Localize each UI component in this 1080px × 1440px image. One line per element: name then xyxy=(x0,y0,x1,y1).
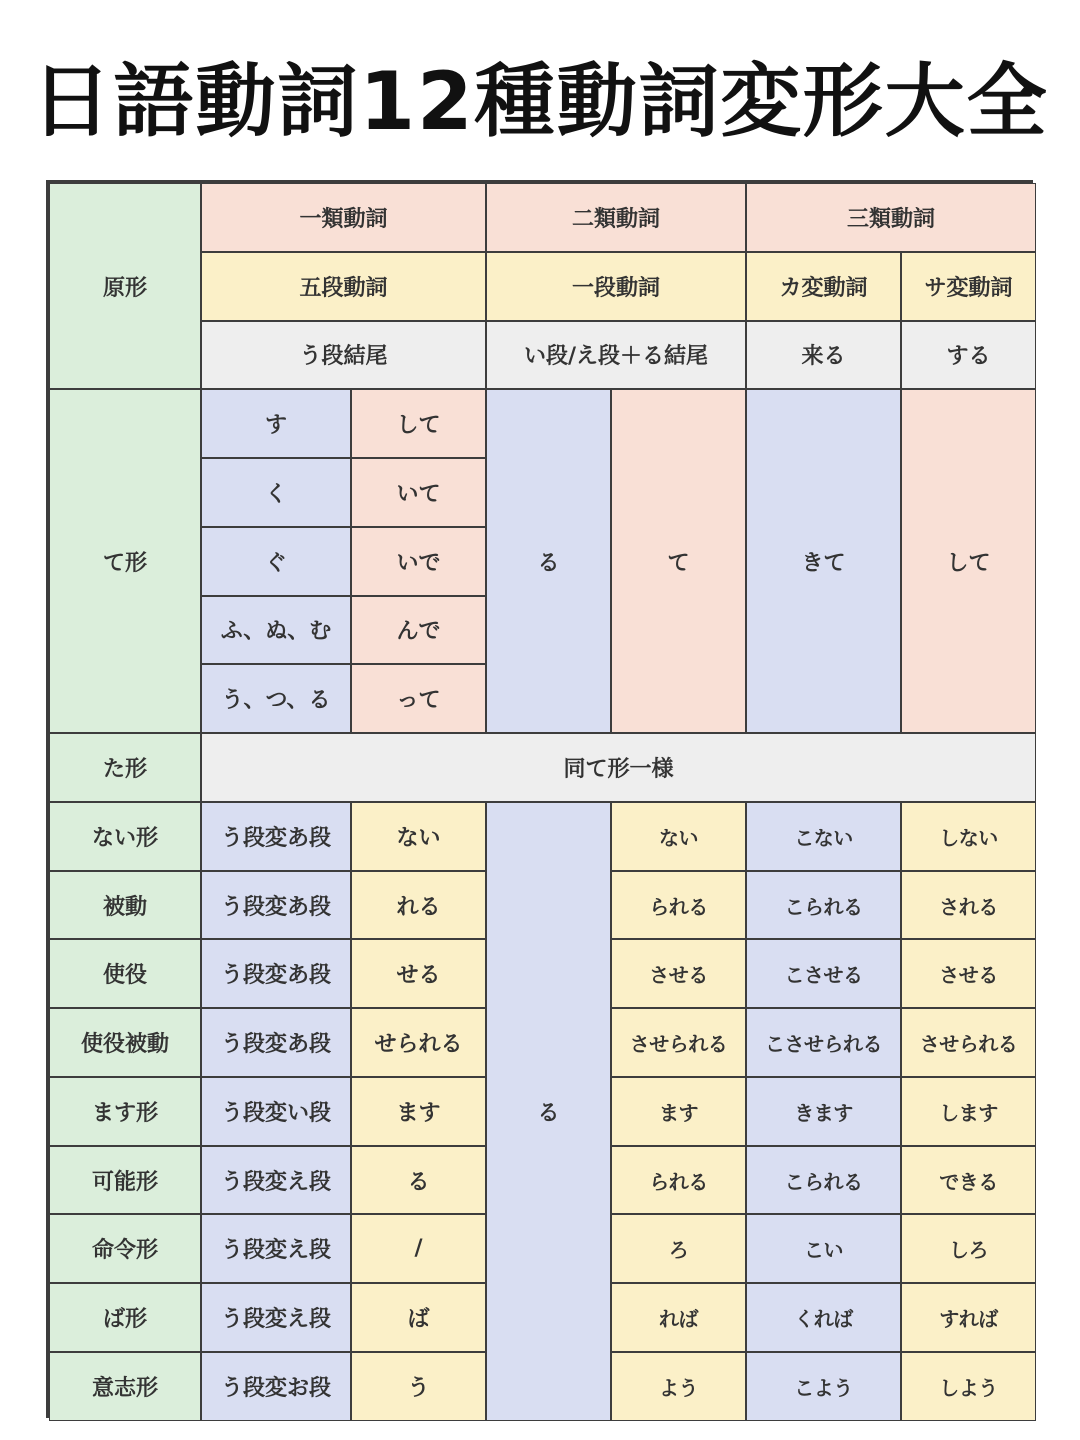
ichidan-form: ます xyxy=(611,1077,746,1146)
row-label-form: 使役 xyxy=(49,939,201,1008)
suru-base: する xyxy=(901,321,1036,390)
te-godan-ending: す xyxy=(201,389,351,458)
te-godan-result: って xyxy=(351,664,486,733)
ichidan-ending: い段/え段＋る結尾 xyxy=(486,321,746,390)
te-godan-result: いて xyxy=(351,458,486,527)
te-suru: して xyxy=(901,389,1036,733)
godan-suffix: / xyxy=(351,1214,486,1283)
te-godan-ending: ふ、ぬ、む xyxy=(201,596,351,665)
te-kuru: きて xyxy=(746,389,901,733)
suru-form: すれば xyxy=(901,1283,1036,1352)
te-godan-ending: ぐ xyxy=(201,527,351,596)
godan-suffix: ば xyxy=(351,1283,486,1352)
godan-rule: う段変え段 xyxy=(201,1146,351,1215)
group3-header: 三類動詞 xyxy=(746,183,1036,252)
ichidan-form: よう xyxy=(611,1352,746,1421)
godan-suffix: せる xyxy=(351,939,486,1008)
row-label-form: 使役被動 xyxy=(49,1008,201,1077)
godan-rule: う段変あ段 xyxy=(201,939,351,1008)
kuru-form: こさせられる xyxy=(746,1008,901,1077)
ichidan-form: させられる xyxy=(611,1008,746,1077)
suru-form: させられる xyxy=(901,1008,1036,1077)
godan-suffix: う xyxy=(351,1352,486,1421)
kuru-form: くれば xyxy=(746,1283,901,1352)
kuru-form: こよう xyxy=(746,1352,901,1421)
suru-form: される xyxy=(901,871,1036,940)
ichidan-form: られる xyxy=(611,871,746,940)
row-label-base-form: 原形 xyxy=(49,183,201,389)
ichidan-header: 一段動詞 xyxy=(486,252,746,321)
ichidan-form: られる xyxy=(611,1146,746,1215)
godan-rule: う段変お段 xyxy=(201,1352,351,1421)
group2-header: 二類動詞 xyxy=(486,183,746,252)
row-label-form: 被動 xyxy=(49,871,201,940)
ichidan-form: させる xyxy=(611,939,746,1008)
godan-rule: う段変い段 xyxy=(201,1077,351,1146)
te-godan-result: いで xyxy=(351,527,486,596)
godan-suffix: れる xyxy=(351,871,486,940)
te-ichidan-ending: る xyxy=(486,389,611,733)
kahen-header: カ変動詞 xyxy=(746,252,901,321)
kuru-form: こられる xyxy=(746,1146,901,1215)
godan-rule: う段変あ段 xyxy=(201,871,351,940)
godan-ending: う段結尾 xyxy=(201,321,486,390)
verb-conjugation-table xyxy=(46,180,1033,1418)
group1-header: 一類動詞 xyxy=(201,183,486,252)
kuru-form: きます xyxy=(746,1077,901,1146)
godan-rule: う段変あ段 xyxy=(201,1008,351,1077)
row-label-form: 意志形 xyxy=(49,1352,201,1421)
ichidan-drop-ru: る xyxy=(486,802,611,1421)
row-label-form: ば形 xyxy=(49,1283,201,1352)
ichidan-form: れば xyxy=(611,1283,746,1352)
godan-rule: う段変え段 xyxy=(201,1283,351,1352)
suru-form: しない xyxy=(901,802,1036,871)
row-label-form: 命令形 xyxy=(49,1214,201,1283)
sahen-header: サ変動詞 xyxy=(901,252,1036,321)
te-godan-ending: く xyxy=(201,458,351,527)
row-label-form: 可能形 xyxy=(49,1146,201,1215)
row-label-te-form: て形 xyxy=(49,389,201,733)
te-godan-result: んで xyxy=(351,596,486,665)
te-godan-result: して xyxy=(351,389,486,458)
godan-rule: う段変え段 xyxy=(201,1214,351,1283)
kuru-base: 来る xyxy=(746,321,901,390)
godan-rule: う段変あ段 xyxy=(201,802,351,871)
suru-form: させる xyxy=(901,939,1036,1008)
godan-suffix: ない xyxy=(351,802,486,871)
te-godan-ending: う、つ、る xyxy=(201,664,351,733)
godan-suffix: せられる xyxy=(351,1008,486,1077)
godan-header: 五段動詞 xyxy=(201,252,486,321)
kuru-form: こない xyxy=(746,802,901,871)
suru-form: しよう xyxy=(901,1352,1036,1421)
kuru-form: こい xyxy=(746,1214,901,1283)
kuru-form: こさせる xyxy=(746,939,901,1008)
page-title: 日語動詞12種動詞変形大全 xyxy=(31,55,1049,148)
suru-form: できる xyxy=(901,1146,1036,1215)
row-label-ta-form: た形 xyxy=(49,733,201,802)
row-label-form: ない形 xyxy=(49,802,201,871)
ichidan-form: ろ xyxy=(611,1214,746,1283)
row-label-form: ます形 xyxy=(49,1077,201,1146)
kuru-form: こられる xyxy=(746,871,901,940)
suru-form: しろ xyxy=(901,1214,1036,1283)
godan-suffix: る xyxy=(351,1146,486,1215)
ta-form-note: 同て形一様 xyxy=(201,733,1036,802)
te-ichidan-result: て xyxy=(611,389,746,733)
suru-form: します xyxy=(901,1077,1036,1146)
ichidan-form: ない xyxy=(611,802,746,871)
godan-suffix: ます xyxy=(351,1077,486,1146)
